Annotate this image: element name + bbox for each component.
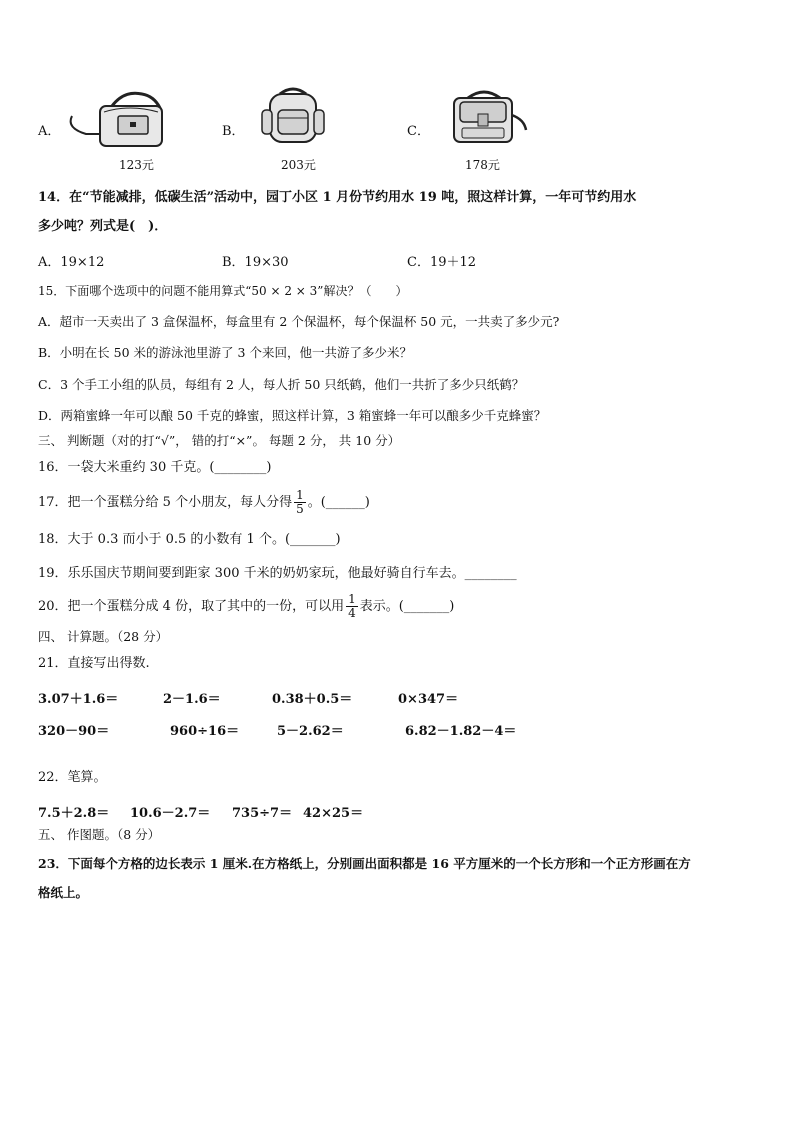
q15-option-d: D．两箱蜜蜂一年可以酿 50 千克的蜂蜜，照这样计算，3 箱蜜蜂一年可以酿多少千克蜂蜜？: [38, 408, 547, 423]
q20-fraction-denominator: 4: [348, 606, 356, 620]
q16: 16．一袋大米重约 30 千克。(________): [38, 460, 272, 475]
q17-fraction-denominator: 5: [296, 502, 304, 516]
q13-option-b-price: 203元: [281, 158, 316, 172]
q22-item-4: 42×25＝: [303, 806, 364, 821]
q14-option-c: C．19＋12: [407, 255, 477, 270]
q20-text-before: 20．把一个蛋糕分成 4 份，取了其中的一份，可以用: [38, 599, 345, 614]
q23-line1: 23．下面每个方格的边长表示 1 厘米.在方格纸上，分别画出面积都是 16 平方厘米的一个长方形和一个正方形画在方: [38, 856, 691, 871]
q21-item-3: 0.38＋0.5＝: [272, 692, 353, 707]
q17-fraction-numerator: 1: [296, 488, 304, 502]
q20-fraction: [346, 593, 358, 620]
q22-item-3: 735÷7＝: [232, 806, 293, 821]
q22-title: 22．笔算。: [38, 770, 107, 785]
q13-option-a-price: 123元: [119, 158, 154, 172]
q21-item-1: 3.07＋1.6＝: [38, 692, 119, 707]
q17-fraction: [294, 489, 306, 516]
q20-text-after: 表示。(_______): [359, 599, 455, 614]
satchel-icon: [440, 84, 532, 146]
q20-fraction-numerator: 1: [348, 592, 356, 606]
q14-stem-line2: 多少吨？列式是( )．: [38, 219, 168, 234]
q15-option-b: B．小明在长 50 米的游泳池里游了 3 个来回，他一共游了多少米？: [38, 345, 412, 360]
q13-option-c-label: C．: [407, 124, 430, 139]
section-4-heading: 四、 计算题。（28 分）: [38, 629, 169, 644]
section-3-heading: 三、 判断题（对的打“√”， 错的打“×”。 每题 2 分， 共 10 分）: [38, 433, 401, 448]
q15-option-c: C．3 个手工小组的队员，每组有 2 人，每人折 50 只纸鹤，他们一共折了多少只纸鹤？: [38, 377, 525, 392]
q21-item-8: 6.82－1.82－4＝: [405, 724, 517, 739]
section-5-heading: 五、 作图题。（8 分）: [38, 827, 161, 842]
q21-item-2: 2－1.6＝: [163, 692, 221, 707]
q15-stem: 15．下面哪个选项中的问题不能用算式“50 × 2 × 3”解决？（ ）: [38, 284, 408, 298]
q21-title: 21．直接写出得数.: [38, 656, 150, 671]
q18: 18．大于 0.3 而小于 0.5 的小数有 1 个。(_______): [38, 532, 341, 547]
q17-text-before: 17．把一个蛋糕分给 5 个小朋友，每人分得: [38, 495, 293, 510]
q21-item-7: 5－2.62＝: [277, 724, 344, 739]
q14-option-b: B．19×30: [222, 255, 289, 270]
q21-item-6: 960÷16＝: [170, 724, 240, 739]
q22-item-1: 7.5＋2.8＝: [38, 806, 110, 821]
q23-line2: 格纸上。: [38, 885, 89, 900]
q13-option-b-label: B．: [222, 124, 245, 139]
q15-option-a: A．超市一天卖出了 3 盒保温杯，每盒里有 2 个保温杯，每个保温杯 50 元，一共卖了多少元?: [38, 314, 560, 329]
q19: 19．乐乐国庆节期间要到距家 300 千米的奶奶家玩，他最好骑自行车去。________: [38, 566, 517, 581]
q13-option-a-label: A．: [38, 124, 61, 139]
q17: [38, 488, 370, 518]
q14-option-a: A．19×12: [38, 255, 105, 270]
bag-shoulder-icon: [64, 86, 172, 152]
q13-option-c-price: 178元: [465, 158, 500, 172]
q20: [38, 592, 454, 622]
q17-text-after: 。(______): [307, 495, 370, 510]
q21-item-5: 320－90＝: [38, 724, 110, 739]
q21-item-4: 0×347＝: [398, 692, 459, 707]
q22-item-2: 10.6－2.7＝: [130, 806, 211, 821]
backpack-icon: [258, 84, 328, 146]
q14-stem-line1: 14．在“节能减排，低碳生活”活动中，园丁小区 1 月份节约用水 19 吨，照这样计算，一年可节约用水: [38, 190, 637, 205]
